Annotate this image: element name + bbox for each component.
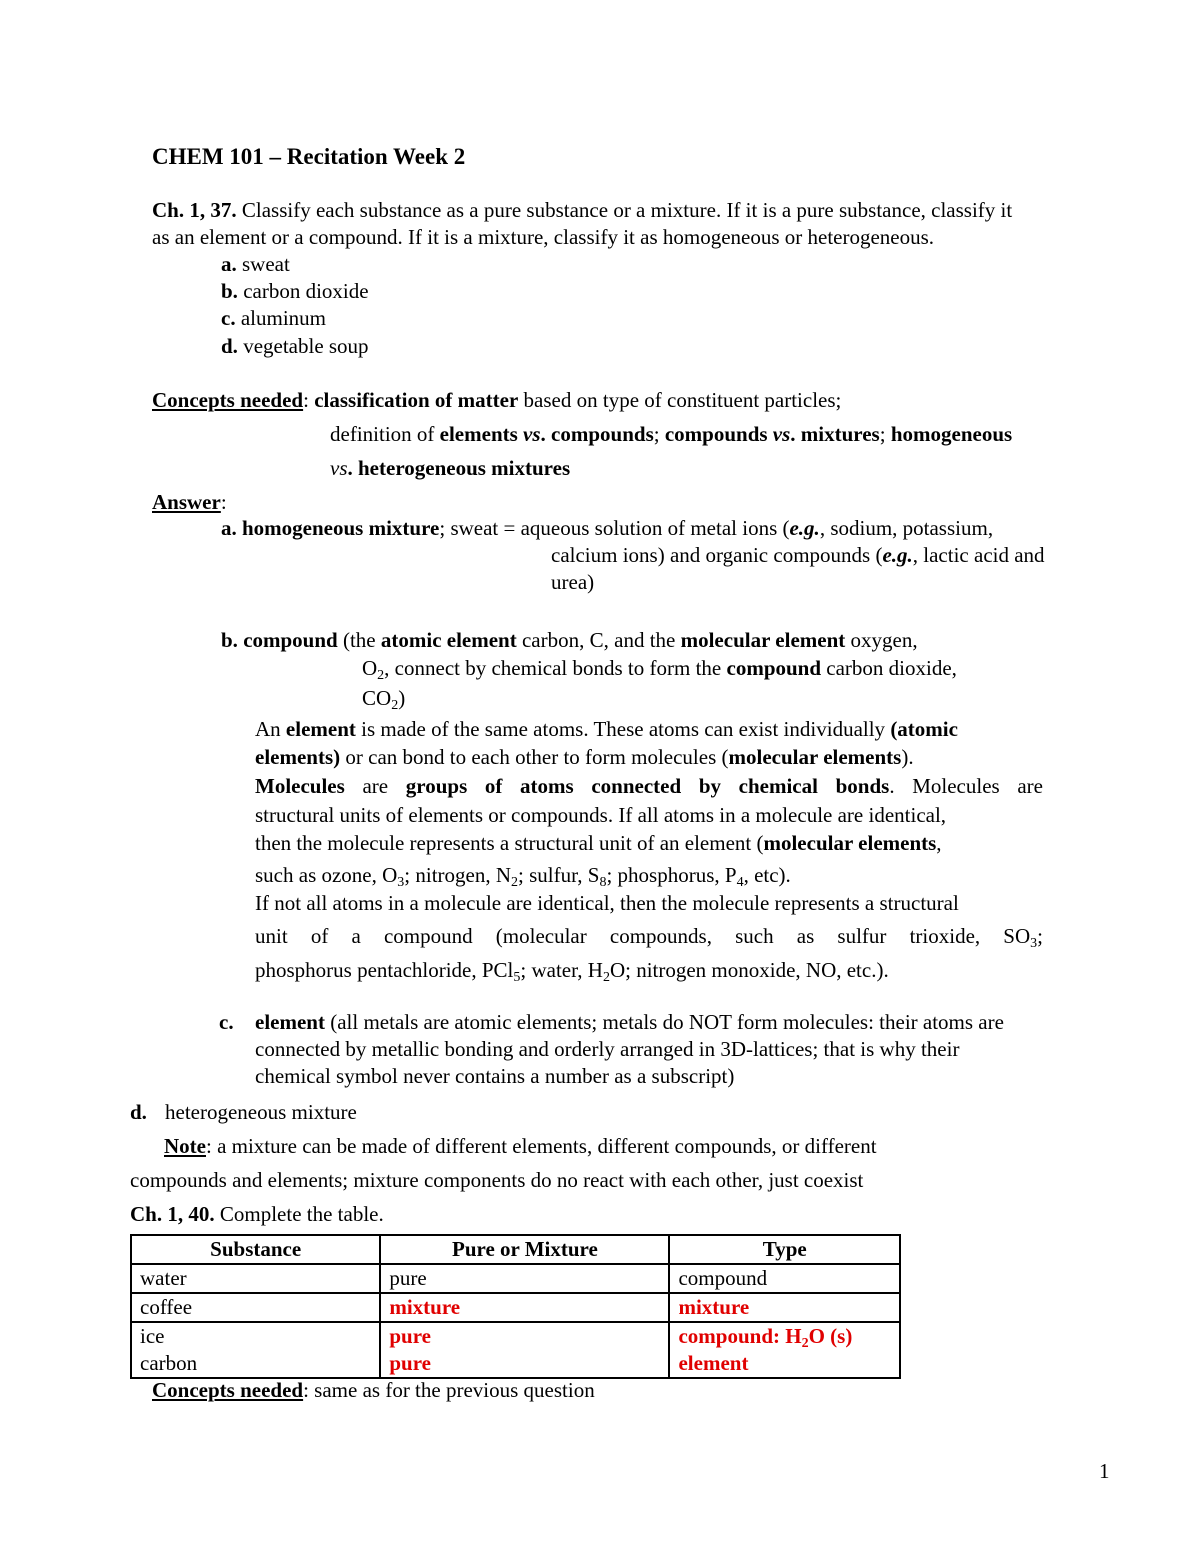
paragraph-line: then the molecule represents a structural unit of an element (molecular elements, [255,831,942,855]
column-header: Pure or Mixture [380,1235,669,1264]
note-line-1: Note: a mixture can be made of different elements, different compounds, or different [164,1134,877,1158]
paragraph-line: Molecules are groups of atoms connected by chemical bonds. Molecules are [255,774,1043,798]
table-cell: mixture [669,1293,900,1322]
note-line-2: compounds and elements; mixture components do no react with each other, just coexist [130,1168,864,1192]
list-item: a. sweat [221,252,290,276]
table-cell: pure [380,1264,669,1293]
table-cell: ice carbon [131,1322,380,1378]
question-1-line-1: Ch. 1, 37. Classify each substance as a pure substance or a mixture. If it is a pure substance, classify it [152,198,1013,222]
question-1-ref: Ch. 1, 37. [152,198,237,222]
page-title: CHEM 101 – Recitation Week 2 [152,144,466,169]
table-row [131,1322,900,1378]
paragraph-line: phosphorus pentachloride, PCl$_5$; water, $H_2O$; nitrogen monoxide, NO, etc.). [255,958,889,985]
concepts-line-3: vs. heterogeneous mixtures [330,456,571,480]
question-1-line-2: as an element or a compound. If it is a mixture, classify it as homogeneous or heterogeneous. [152,225,935,249]
table-cell: coffee [131,1293,380,1322]
answer-a-line-3: urea) [551,570,595,594]
answer-b-line-1: b. compound (the atomic element carbon, C, and the molecular element oxygen, [221,628,918,652]
page-number: 1 [1099,1459,1110,1483]
paragraph-line: If not all atoms in a molecule are identical, then the molecule represents a structural [255,891,959,915]
table-cell: mixture [380,1293,669,1322]
paragraph-line: unit of a compound (molecular compounds, such as sulfur trioxide, $SO_3$; [255,924,1043,951]
paragraph-line: such as ozone, $O_3$; nitrogen, $N_2$; sulfur, $S_8$; phosphorus, $P_4$, etc). [255,863,791,890]
answer-b-line-3: $CO_2$) [362,686,406,713]
concepts-2: Concepts needed: same as for the previous question [152,1378,595,1402]
concepts-line-2: definition of elements vs. compounds; compounds vs. mixtures; homogeneous [330,422,1013,446]
classification-table [130,1234,901,1379]
answer-b-line-2: $O_2$, connect by chemical bonds to form the compound carbon dioxide, [362,656,957,683]
table-cell: compound [669,1264,900,1293]
answer-d: d. [130,1100,147,1124]
answer-d-text: heterogeneous mixture [165,1100,357,1124]
paragraph-line: An element is made of the same atoms. These atoms can exist individually (atomic [255,717,958,741]
column-header: Type [669,1235,900,1264]
list-item: b. carbon dioxide [221,279,369,303]
table-row [131,1293,900,1322]
paragraph-line: structural units of elements or compounds. If all atoms in a molecule are identical, [255,803,947,827]
table-cell: compound: $H_2O$ (s) element [669,1322,900,1378]
answer-a-line-2: calcium ions) and organic compounds (e.g., lactic acid and [551,543,1045,567]
column-header: Substance [131,1235,380,1264]
answer-a-line-1: a. homogeneous mixture; sweat = aqueous solution of metal ions (e.g., sodium, potassium, [221,516,994,540]
answer-c-line-3: chemical symbol never contains a number as a subscript) [255,1064,735,1088]
answer-c-letter: c. [219,1010,234,1034]
table-row [131,1264,900,1293]
concepts-label: Concepts needed [152,388,304,412]
table-header-row [131,1235,900,1264]
answer-c-line-1: element (all metals are atomic elements; metals do NOT form molecules: their atoms are [255,1010,1004,1034]
concepts-line-1: Concepts needed: classification of matter based on type of constituent particles; [152,388,842,412]
table-cell: pure pure [380,1322,669,1378]
list-item: d. vegetable soup [221,334,369,358]
list-item: c. aluminum [221,306,326,330]
question-2: Ch. 1, 40. Complete the table. [130,1202,384,1226]
answer-label: Answer: [152,490,227,514]
paragraph-line: elements) or can bond to each other to form molecules (molecular elements). [255,745,914,769]
note-label: Note [164,1134,206,1158]
answer-c-line-2: connected by metallic bonding and orderly arranged in 3D-lattices; that is why their [255,1037,960,1061]
table-cell: water [131,1264,380,1293]
